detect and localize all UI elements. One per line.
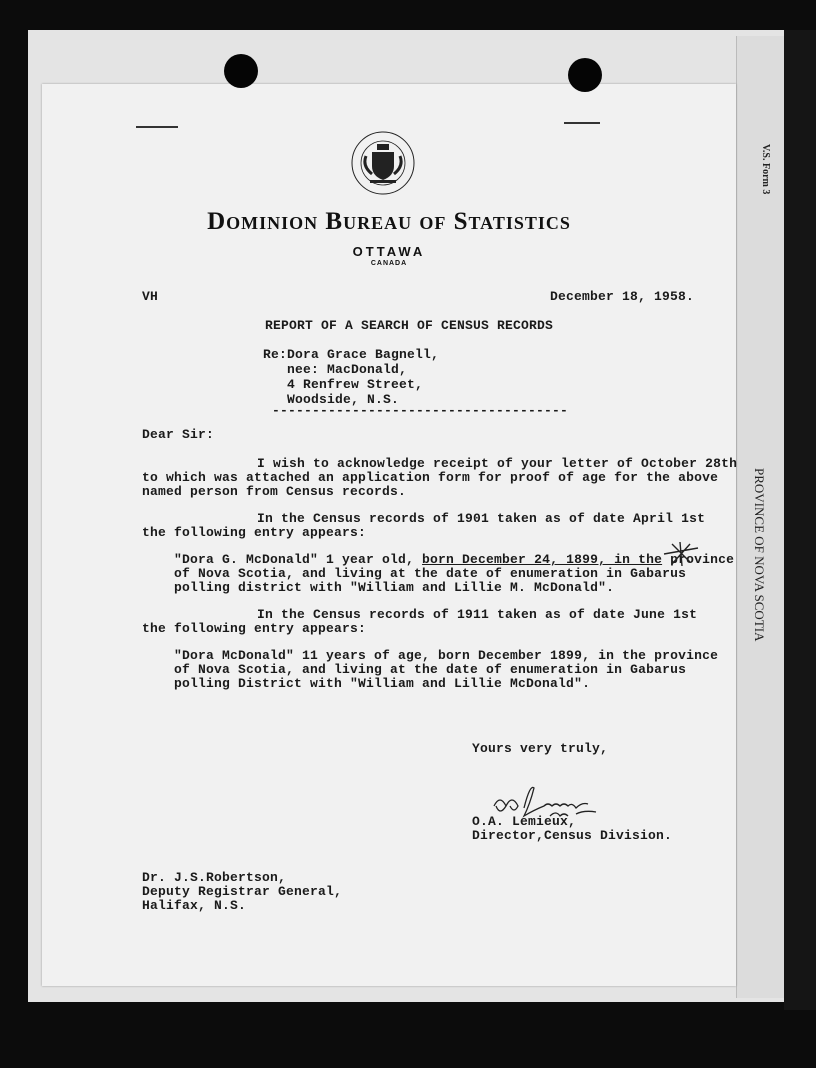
recipient-line: Deputy Registrar General, [142,884,343,899]
asterisk-annotation-icon [660,540,700,568]
coat-of-arms-seal-icon [350,130,416,196]
punch-hole [568,58,602,92]
quote-line: polling District with "William and Lillie McDonald". [174,676,591,691]
fold-mark [564,122,600,124]
underlying-form-strip [736,36,791,998]
initials: VH [142,289,159,304]
signatory-title: Director,Census Division. [472,828,673,843]
re-line: Woodside, N.S. [287,392,400,407]
punch-hole [224,54,258,88]
salutation: Dear Sir: [142,427,215,442]
province-label: PROVINCE OF NOVA SCOTIA [752,468,767,642]
quote-line: of Nova Scotia, and living at the date of enumeration in Gabarus [174,566,687,581]
body-line: In the Census records of 1901 taken as of date April 1st [257,511,706,526]
re-line: Dora Grace Bagnell, [287,347,440,362]
body-line: I wish to acknowledge receipt of your letter of October 28th [257,456,738,471]
underlined-birthdate: born December 24, 1899, in the [422,552,663,567]
quote-line: polling district with "William and Lillie M. McDonald". [174,580,615,595]
signatory-name: O.A. Lemieux, [472,814,577,829]
quote-suffix: province [662,552,735,567]
recipient-line: Halifax, N.S. [142,898,247,913]
re-label: Re: [263,347,288,362]
body-line: to which was attached an application form for proof of age for the above [142,470,719,485]
body-line: the following entry appears: [142,525,367,540]
body-line: the following entry appears: [142,621,367,636]
re-line: 4 Renfrew Street, [287,377,424,392]
quote-line: "Dora McDonald" 11 years of age, born December 1899, in the province [174,648,719,663]
body-line: named person from Census records. [142,484,407,499]
quote-prefix: "Dora G. McDonald" 1 year old, [174,552,423,567]
letter-date: December 18, 1958. [550,289,695,304]
letter-page [42,84,736,986]
report-title: REPORT OF A SEARCH OF CENSUS RECORDS [265,318,554,333]
re-rule: ------------------------------------- [272,403,569,418]
quote-line: of Nova Scotia, and living at the date of enumeration in Gabarus [174,662,687,677]
closing: Yours very truly, [472,741,609,756]
form-label: V.S. Form 3 [760,144,771,195]
bureau-title: Dominion Bureau of Statistics [207,208,571,235]
scan-edge [784,30,816,1010]
fold-mark [136,126,178,128]
body-line: In the Census records of 1911 taken as of date June 1st [257,607,698,622]
recipient-line: Dr. J.S.Robertson, [142,870,287,885]
city: OTTAWA [352,244,426,259]
re-line: nee: MacDonald, [287,362,408,377]
country: CANADA [370,260,408,267]
quote-line [174,552,734,567]
